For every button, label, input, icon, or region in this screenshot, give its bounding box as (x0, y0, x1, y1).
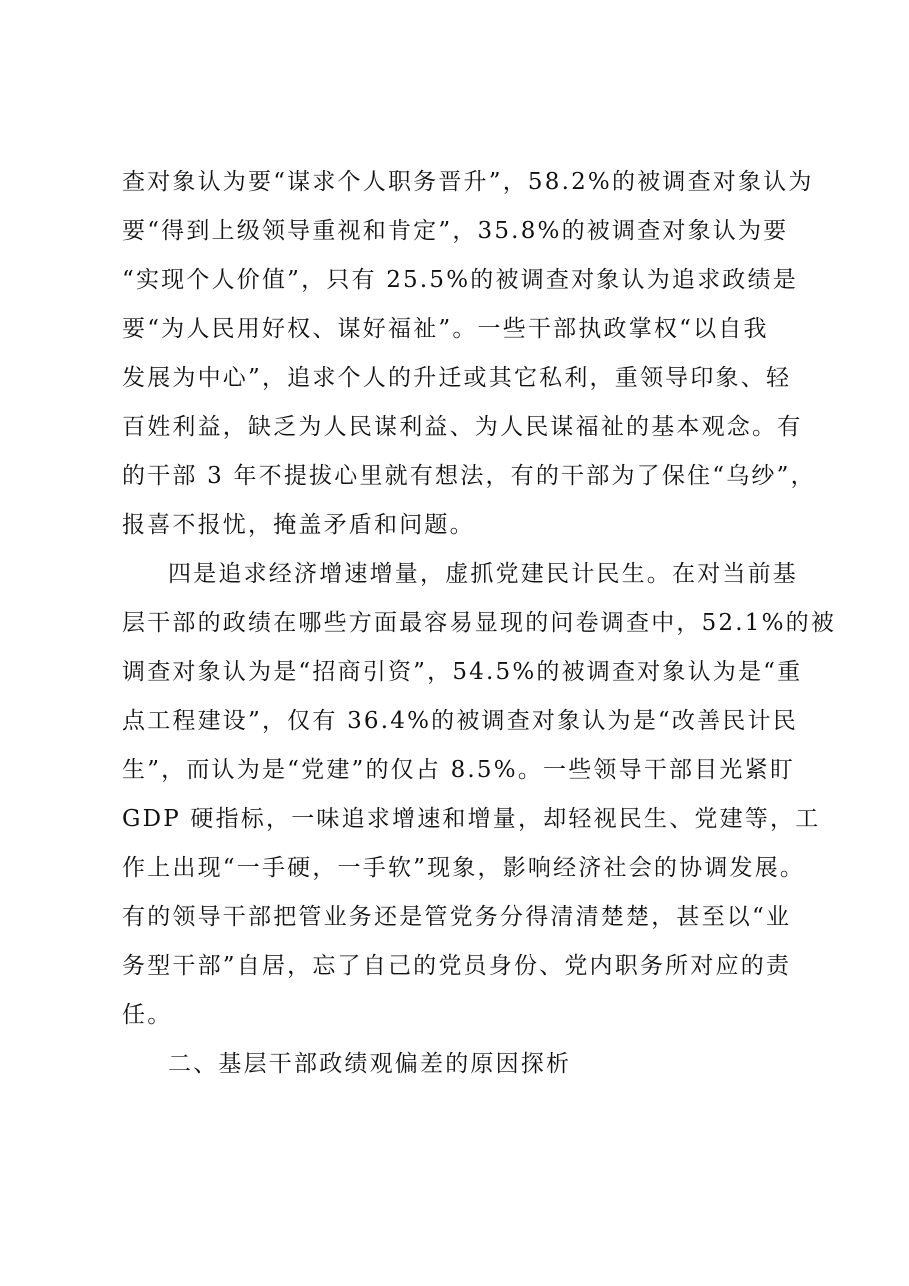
paragraph-2-line-5: 生”，而认为是“党建”的仅占 8.5%。一些领导干部目光紧盯 (122, 757, 796, 783)
paragraph-2-line-6: GDP 硬指标，一味追求增速和增量，却轻视民生、党建等，工 (122, 806, 821, 832)
paragraph-2-line-3: 调查对象认为是“招商引资”，54.5%的被调查对象认为是“重 (122, 659, 803, 685)
paragraph-2-line-7: 作上出现“一手硬，一手软”现象，影响经济社会的协调发展。 (122, 855, 806, 881)
paragraph-2-line-8: 有的领导干部把管业务还是管党务分得清清楚楚，甚至以“业 (122, 904, 792, 930)
paragraph-2-line-10: 任。 (122, 1002, 173, 1028)
paragraph-1-line-1: 查对象认为要“谋求个人职务晋升”，58.2%的被调查对象认为 (122, 169, 814, 195)
paragraph-1-line-8: 报喜不报忧，掩盖矛盾和问题。 (122, 512, 475, 538)
paragraph-1-line-3: “实现个人价值”，只有 25.5%的被调查对象认为追求政绩是 (122, 267, 798, 293)
paragraph-2-line-2: 层干部的政绩在哪些方面最容易显现的问卷调查中，52.1%的被 (122, 610, 837, 636)
paragraph-1-line-7: 的干部 3 年不提拔心里就有想法，有的干部为了保住“乌纱”， (122, 463, 816, 489)
paragraph-1-line-6: 百姓利益，缺乏为人民谋利益、为人民谋福祉的基本观念。有 (122, 414, 803, 440)
section-heading: 二、基层干部政绩观偏差的原因探析 (168, 1051, 572, 1077)
paragraph-1-line-5: 发展为中心”，追求个人的升迁或其它私利，重领导印象、轻 (122, 365, 792, 391)
paragraph-2-line-9: 务型干部”自居，忘了自己的党员身份、党内职务所对应的责 (122, 953, 792, 979)
paragraph-1-line-4: 要“为人民用好权、谋好福祉”。一些干部执政掌权“以自我 (122, 316, 769, 342)
paragraph-2-line-4: 点工程建设”，仅有 36.4%的被调查对象认为是“改善民计民 (122, 708, 798, 734)
paragraph-2-line-1: 四是追求经济增速增量，虚抓党建民计民生。在对当前基 (168, 561, 798, 587)
paragraph-1-line-2: 要“得到上级领导重视和肯定”，35.8%的被调查对象认为要 (122, 218, 789, 244)
